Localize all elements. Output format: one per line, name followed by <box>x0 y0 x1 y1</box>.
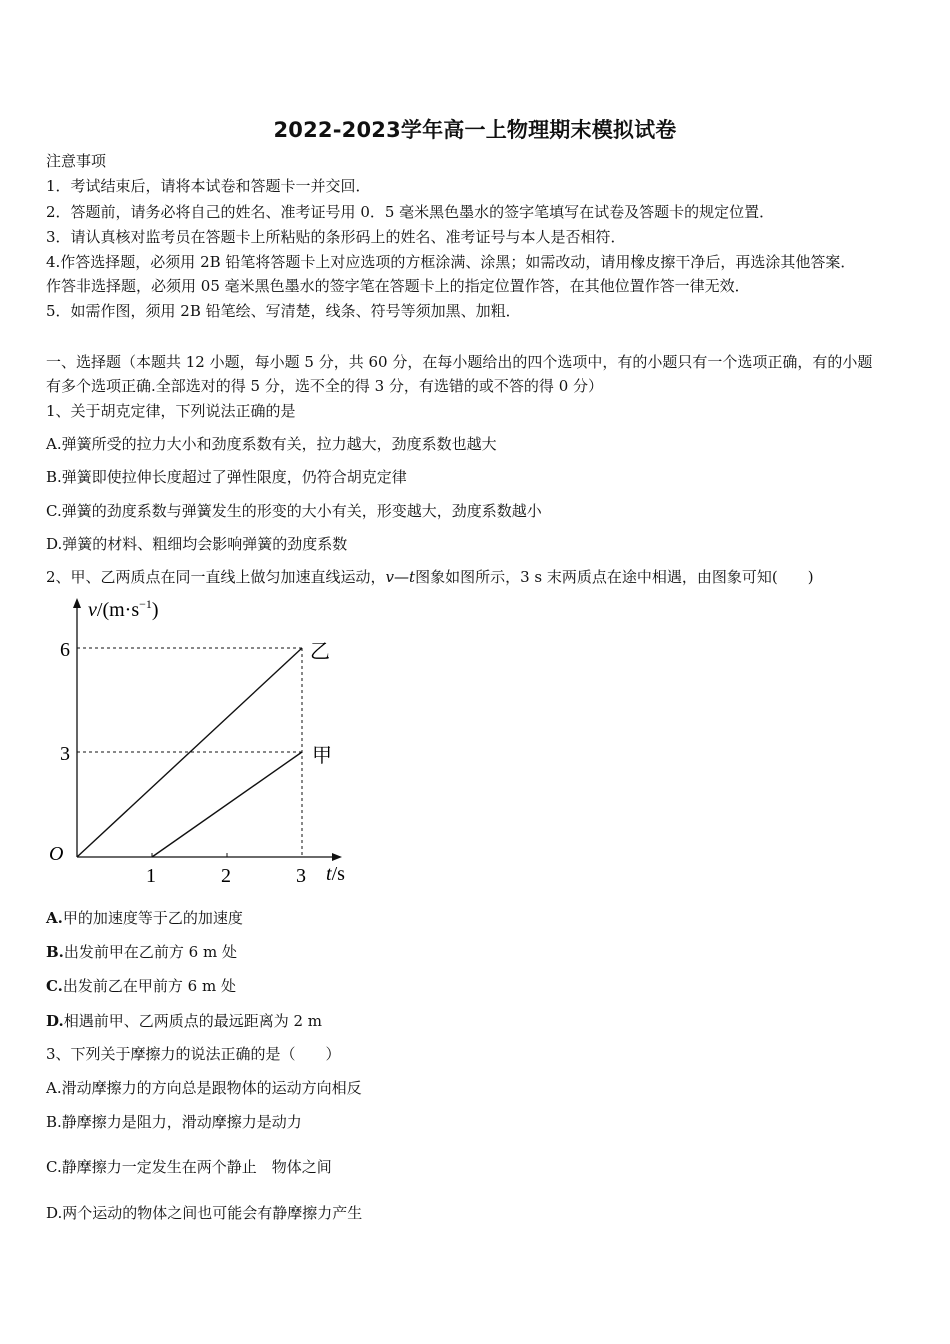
option-letter: B. <box>46 943 64 961</box>
notice-item: 4.作答选择题，必须用 2B 铅笔将答题卡上对应选项的方框涂满、涂黑；如需改动，请用橡皮擦干净后，再选涂其他答案． <box>46 253 856 271</box>
option-text: 出发前乙在甲前方 6 m 处 <box>62 977 236 995</box>
option-letter: A. <box>46 909 63 927</box>
q3-option-c: C.静摩擦力一定发生在两个静止 物体之间 <box>46 1158 332 1176</box>
notice-item: 3．请认真核对监考员在答题卡上所粘贴的条形码上的姓名、准考证号与本人是否相符． <box>46 228 626 246</box>
y-axis-arrow <box>73 598 81 608</box>
notice-heading: 注意事项 <box>46 152 107 170</box>
notice-item: 2．答题前，请务必将自己的姓名、准考证号用 0．5 毫米黑色墨水的签字笔填写在试卷及答题卡的规定位置． <box>46 203 775 221</box>
q3-option-d: D.两个运动的物体之间也可能会有静摩擦力产生 <box>46 1204 363 1222</box>
y-axis-label: $v/(m\cdot s^{-1})$ <box>88 597 159 621</box>
series-jia-line <box>152 752 302 857</box>
q2-stem-var: v—t <box>385 568 416 586</box>
q2-stem-prefix: 2、甲、乙两质点在同一直线上做匀加速直线运动， <box>46 568 386 586</box>
notice-item: 1．考试结束后，请将本试卷和答题卡一并交回． <box>46 177 371 195</box>
x-axis-label: t/s <box>326 863 345 885</box>
origin-label: O <box>49 843 64 865</box>
x-tick-label-1: 1 <box>146 865 156 887</box>
section-header: 有多个选项正确.全部选对的得 5 分，选不全的得 3 分，有选错的或不答的得 0 分） <box>46 377 604 395</box>
series-yi-line <box>77 648 302 857</box>
option-letter: C. <box>46 977 63 995</box>
q1-option-c: C.弹簧的劲度系数与弹簧发生的形变的大小有关，形变越大，劲度系数越小 <box>46 502 542 520</box>
q3-option-a: A.滑动摩擦力的方向总是跟物体的运动方向相反 <box>46 1079 362 1097</box>
series-jia-label: 甲 <box>312 745 332 767</box>
option-letter: D. <box>46 1012 64 1030</box>
q3-option-b: B.静摩擦力是阻力，滑动摩擦力是动力 <box>46 1113 302 1131</box>
section-header: 一、选择题（本题共 12 小题，每小题 5 分，共 60 分，在每小题给出的四个选项中，有的小题只有一个选项正确，有的小题 <box>46 353 873 371</box>
series-yi-label: 乙 <box>310 641 330 663</box>
option-text: 相遇前甲、乙两质点的最远距离为 2 m <box>63 1012 323 1030</box>
option-text: 出发前甲在乙前方 6 m 处 <box>63 943 237 961</box>
q1-option-b: B.弹簧即使拉伸长度超过了弹性限度，仍符合胡克定律 <box>46 468 407 486</box>
x-axis-arrow <box>332 853 342 861</box>
vt-graph <box>40 594 360 894</box>
option-text: 甲的加速度等于乙的加速度 <box>62 909 243 927</box>
q2-option-d <box>46 1011 322 1031</box>
notice-item: 5．如需作图，须用 2B 铅笔绘、写清楚，线条、符号等须加黑、加粗． <box>46 302 521 320</box>
x-tick-label-3: 3 <box>296 865 306 887</box>
question-3-stem: 3、下列关于摩擦力的说法正确的是（ ） <box>46 1045 341 1063</box>
y-tick-label-3: 3 <box>60 743 70 765</box>
q2-option-a <box>46 908 243 928</box>
page-title: 2022-2023学年高一上物理期末模拟试卷 <box>273 118 677 142</box>
x-tick-label-2: 2 <box>221 865 231 887</box>
question-2-stem <box>46 567 814 587</box>
notice-item: 作答非选择题，必须用 05 毫米黑色墨水的签字笔在答题卡上的指定位置作答，在其他位置作答一律无效． <box>46 277 750 295</box>
q2-stem-suffix: 图象如图所示，3 s 末两质点在途中相遇，由图象可知( ) <box>415 568 814 586</box>
y-tick-label-6: 6 <box>60 639 70 661</box>
q2-option-b <box>46 942 237 962</box>
q1-option-a: A.弹簧所受的拉力大小和劲度系数有关，拉力越大，劲度系数也越大 <box>46 435 497 453</box>
question-1-stem: 1、关于胡克定律，下列说法正确的是 <box>46 402 296 420</box>
q2-option-c <box>46 976 236 996</box>
q1-option-d: D.弹簧的材料、粗细均会影响弹簧的劲度系数 <box>46 535 348 553</box>
